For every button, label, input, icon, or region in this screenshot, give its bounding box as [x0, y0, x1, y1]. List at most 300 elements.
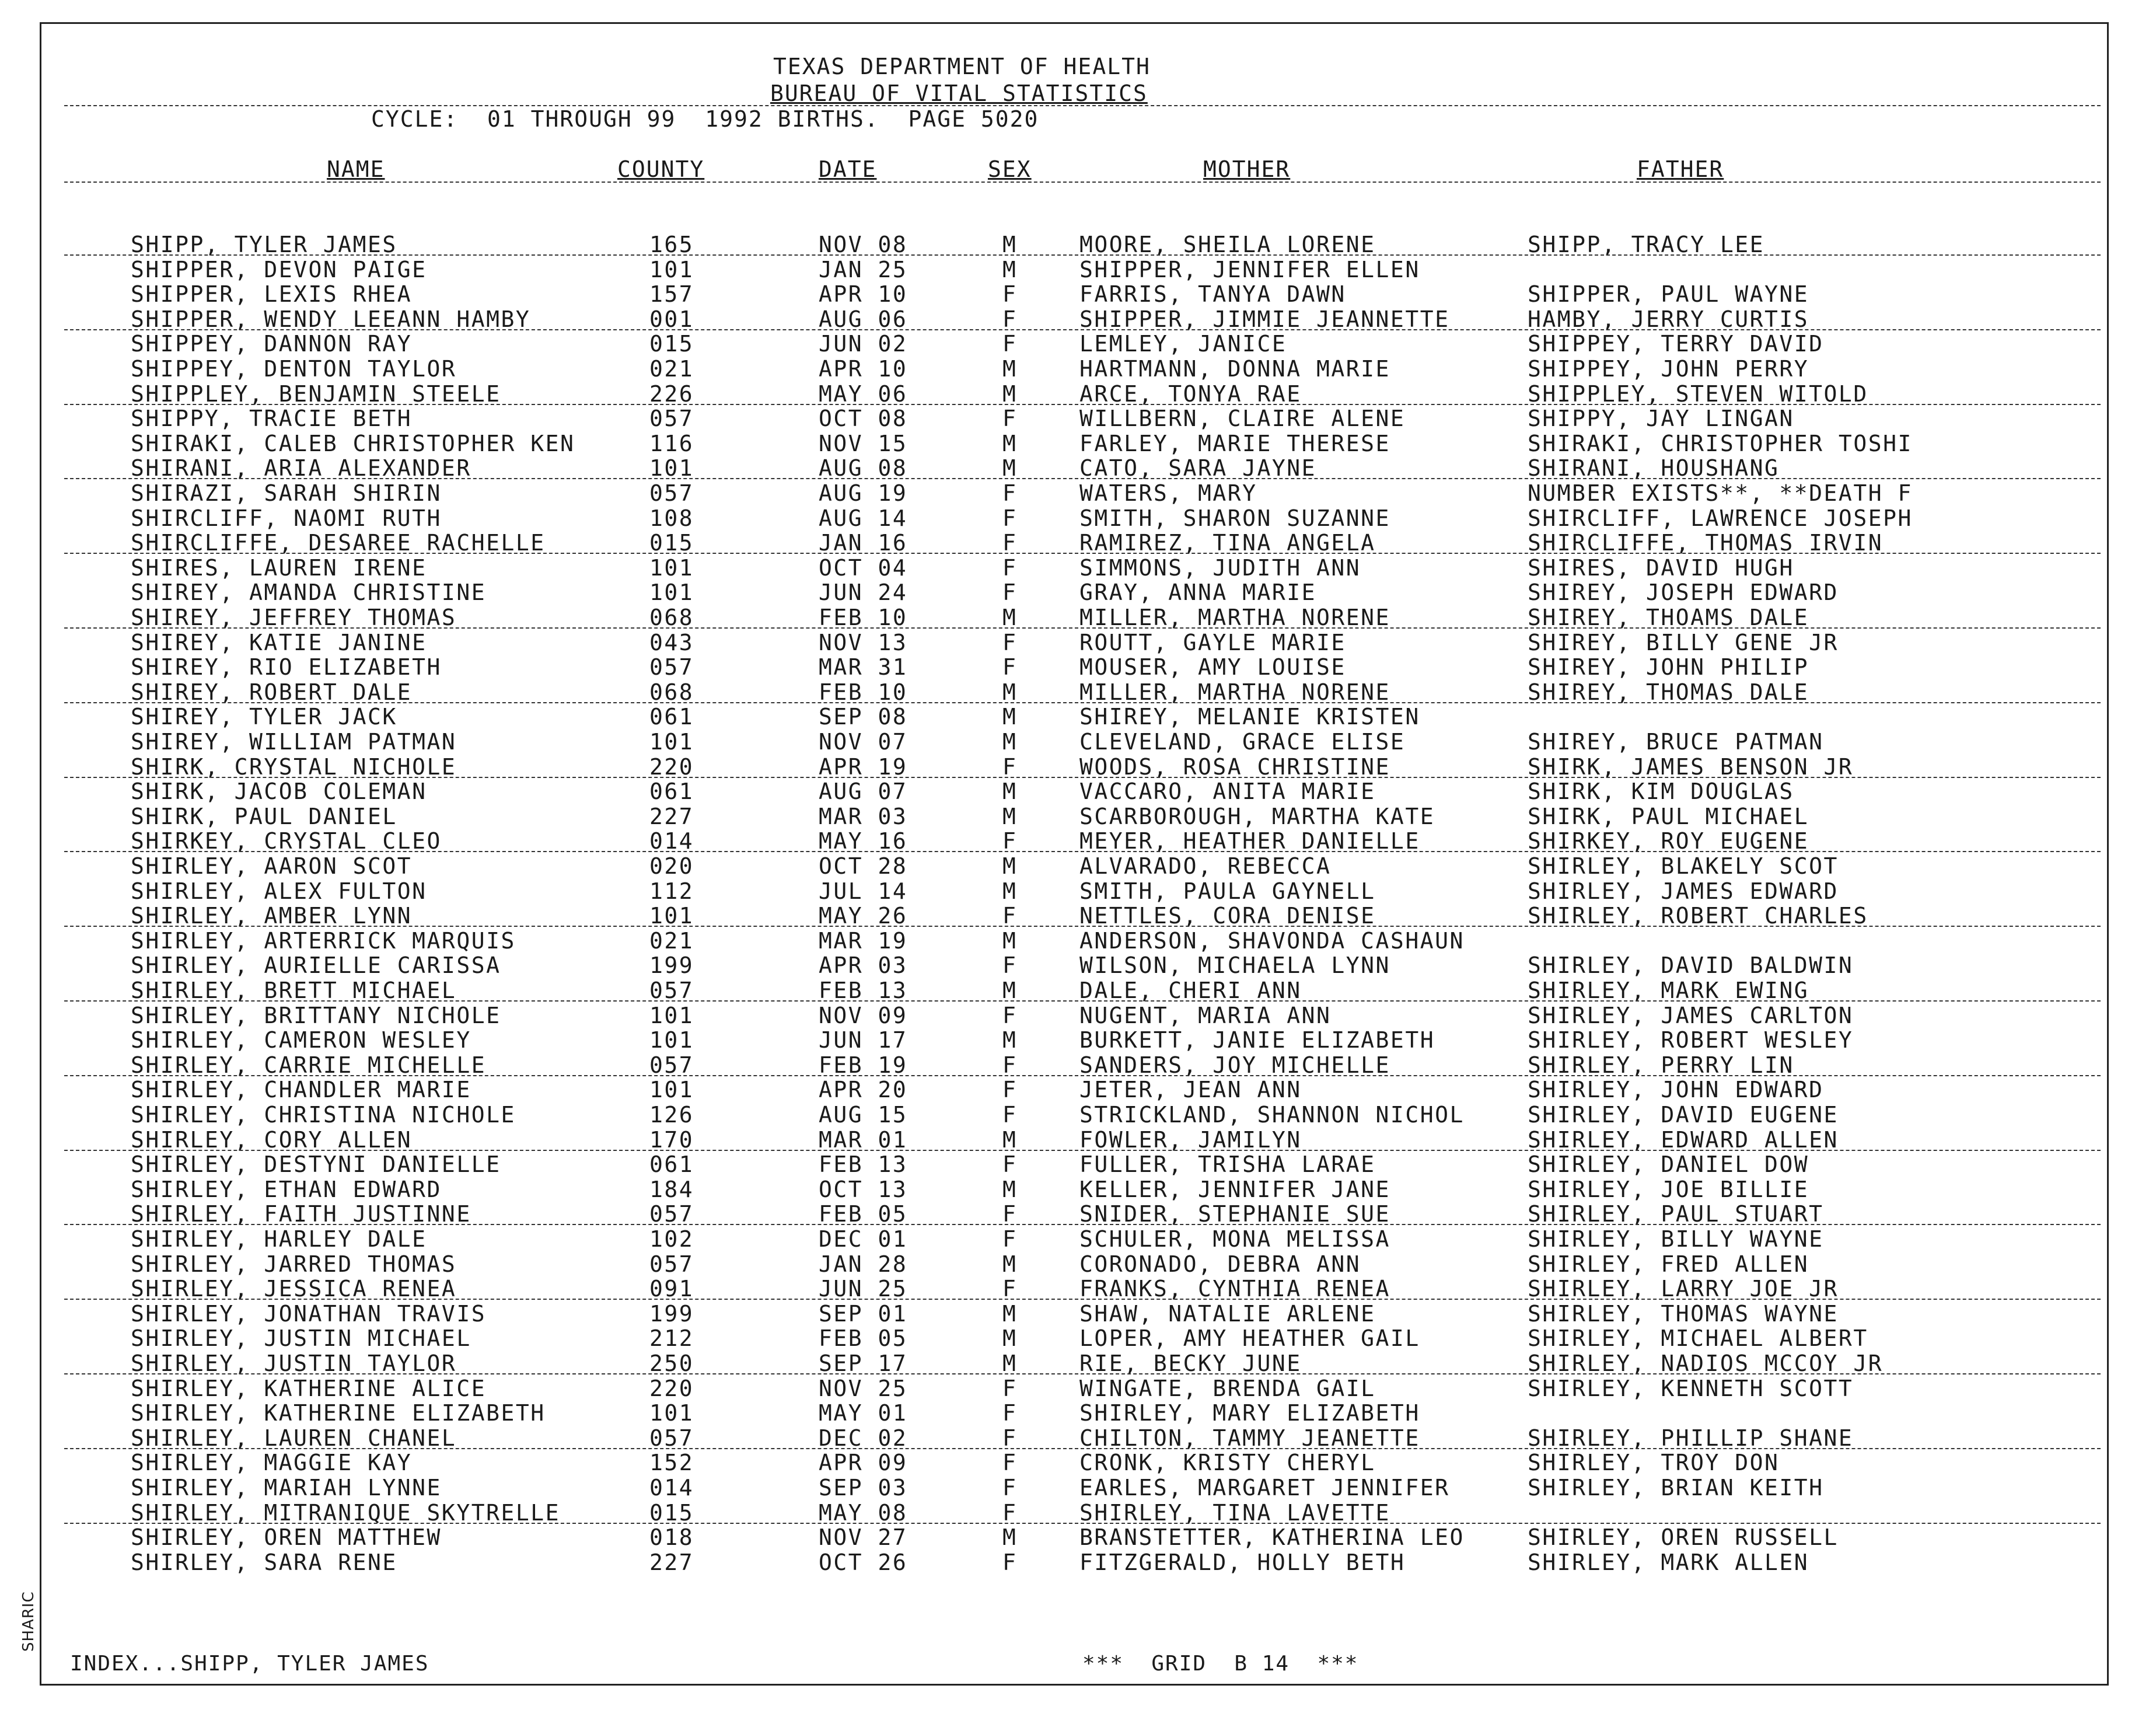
record-county: 015	[649, 331, 694, 357]
record-mother: SHAW, NATALIE ARLENE	[1079, 1300, 1376, 1327]
record-father: SHIRLEY, NADIOS MCCOY JR	[1528, 1351, 1884, 1376]
record-name: SHIRLEY, JUSTIN TAYLOR	[131, 1351, 457, 1376]
record-sex: M	[1002, 356, 1018, 382]
record-name: SHIRLEY, BRETT MICHAEL	[131, 978, 457, 1003]
record-row	[0, 953, 2156, 978]
row-underline	[64, 1224, 2101, 1225]
record-father: SHIRLEY, JAMES CARLTON	[1528, 1002, 1854, 1028]
record-row	[0, 655, 2156, 680]
record-sex: M	[1002, 1027, 1018, 1053]
record-father: SHIRLEY, DAVID BALDWIN	[1528, 953, 1854, 979]
record-row	[0, 257, 2156, 282]
record-row	[0, 1152, 2156, 1177]
record-county: 014	[649, 1475, 694, 1501]
record-date: MAY 16	[819, 828, 908, 854]
row-underline	[64, 254, 2101, 256]
row-underline	[64, 851, 2101, 852]
record-name: SHIRLEY, KATHERINE ALICE	[131, 1375, 487, 1401]
record-county: 061	[649, 704, 694, 730]
record-name: SHIRLEY, ALEX FULTON	[131, 878, 427, 904]
record-father: SHIRLEY, FRED ALLEN	[1528, 1251, 1809, 1277]
record-county: 001	[649, 306, 694, 332]
record-row	[0, 232, 2156, 257]
row-underline	[64, 1523, 2101, 1524]
record-row	[0, 1028, 2156, 1053]
row-underline	[64, 702, 2101, 703]
record-county: 101	[649, 1002, 694, 1028]
row-underline	[64, 627, 2101, 629]
record-date: FEB 10	[819, 679, 908, 705]
row-underline	[64, 926, 2101, 927]
record-sex: M	[1002, 430, 1018, 456]
record-county: 015	[649, 530, 694, 556]
record-date: FEB 19	[819, 1052, 908, 1078]
record-mother: FITZGERALD, HOLLY BETH	[1079, 1549, 1406, 1575]
record-row	[0, 605, 2156, 630]
record-date: JUN 24	[819, 580, 908, 606]
record-county: 199	[649, 1300, 694, 1327]
record-row	[0, 929, 2156, 954]
record-date: MAY 06	[819, 381, 908, 407]
record-date: APR 03	[819, 953, 908, 979]
record-date: AUG 15	[819, 1102, 908, 1128]
record-row	[0, 1103, 2156, 1128]
record-mother: SHIPPER, JIMMIE JEANNETTE	[1079, 306, 1450, 332]
record-row	[0, 1302, 2156, 1327]
record-row	[0, 1276, 2156, 1302]
record-name: SHIRLEY, CHANDLER MARIE	[131, 1077, 471, 1103]
record-mother: VACCARO, ANITA MARIE	[1079, 779, 1376, 805]
record-name: SHIRLEY, ETHAN EDWARD	[131, 1176, 442, 1202]
record-county: 102	[649, 1226, 694, 1252]
record-name: SHIPPY, TRACIE BETH	[131, 406, 413, 432]
record-mother: SHIPPER, JENNIFER ELLEN	[1079, 256, 1420, 282]
record-mother: NETTLES, CORA DENISE	[1079, 903, 1376, 929]
record-row	[0, 1252, 2156, 1277]
record-date: OCT 08	[819, 406, 908, 432]
record-date: MAY 08	[819, 1499, 908, 1526]
record-father: SHIRLEY, LARRY JOE JR	[1528, 1276, 1839, 1302]
record-father: SHIRLEY, JOE BILLIE	[1528, 1176, 1809, 1202]
column-header-date: DATE	[819, 156, 877, 182]
record-name: SHIRLEY, AURIELLE CARISSA	[131, 953, 501, 979]
record-name: SHIRLEY, CARRIE MICHELLE	[131, 1052, 487, 1078]
record-name: SHIRLEY, JARRED THOMAS	[131, 1251, 457, 1277]
record-row	[0, 1401, 2156, 1426]
record-sex: M	[1002, 1251, 1018, 1277]
record-name: SHIREY, ROBERT DALE	[131, 679, 413, 705]
record-mother: CHILTON, TAMMY JEANETTE	[1079, 1425, 1420, 1451]
record-father: SHIRLEY, DAVID EUGENE	[1528, 1102, 1839, 1128]
record-mother: SMITH, PAULA GAYNELL	[1079, 878, 1376, 904]
record-mother: WILSON, MICHAELA LYNN	[1079, 953, 1390, 979]
record-sex: M	[1002, 878, 1018, 904]
record-row	[0, 580, 2156, 605]
row-underline	[64, 404, 2101, 405]
record-sex: F	[1002, 530, 1018, 556]
record-row	[0, 978, 2156, 1003]
column-header-mother: MOTHER	[1203, 156, 1291, 182]
record-row	[0, 382, 2156, 407]
side-label: SHARIC	[20, 1591, 37, 1652]
record-sex: M	[1002, 1126, 1018, 1153]
record-county: 227	[649, 1549, 694, 1575]
record-sex: M	[1002, 1524, 1018, 1551]
record-county: 057	[649, 406, 694, 432]
record-date: NOV 13	[819, 629, 908, 655]
record-mother: CORONADO, DEBRA ANN	[1079, 1251, 1361, 1277]
record-county: 014	[649, 828, 694, 854]
record-mother: NUGENT, MARIA ANN	[1079, 1002, 1332, 1028]
record-name: SHIRES, LAUREN IRENE	[131, 554, 427, 581]
column-divider	[64, 182, 2101, 183]
record-county: 091	[649, 1276, 694, 1302]
cycle-line: CYCLE: 01 THROUGH 99 1992 BIRTHS. PAGE 5020	[371, 106, 1039, 132]
record-county: 057	[649, 480, 694, 506]
record-county: 212	[649, 1325, 694, 1352]
record-father: SHIRLEY, OREN RUSSELL	[1528, 1524, 1839, 1551]
record-name: SHIRLEY, CORY ALLEN	[131, 1126, 413, 1153]
record-date: NOV 08	[819, 232, 908, 257]
record-father: SHIRES, DAVID HUGH	[1528, 554, 1794, 581]
record-county: 184	[649, 1176, 694, 1202]
record-date: APR 10	[819, 281, 908, 308]
record-mother: MEYER, HEATHER DANIELLE	[1079, 828, 1420, 854]
record-date: SEP 08	[819, 704, 908, 730]
record-date: FEB 13	[819, 1152, 908, 1178]
record-county: 101	[649, 1077, 694, 1103]
record-sex: F	[1002, 654, 1018, 681]
record-father: SHIPP, TRACY LEE	[1528, 232, 1765, 257]
record-name: SHIRLEY, MITRANIQUE SKYTRELLE	[131, 1499, 560, 1526]
column-header-county: COUNTY	[617, 156, 705, 182]
record-sex: F	[1002, 505, 1018, 531]
record-row	[0, 431, 2156, 456]
record-name: SHIRLEY, BRITTANY NICHOLE	[131, 1002, 501, 1028]
record-sex: F	[1002, 1152, 1018, 1178]
record-father: SHIPPEY, TERRY DAVID	[1528, 331, 1824, 357]
record-name: SHIRK, CRYSTAL NICHOLE	[131, 753, 457, 780]
record-sex: F	[1002, 953, 1018, 979]
row-underline	[64, 1075, 2101, 1076]
record-name: SHIRLEY, JESSICA RENEA	[131, 1276, 457, 1302]
record-sex: F	[1002, 406, 1018, 432]
record-mother: BURKETT, JANIE ELIZABETH	[1079, 1027, 1435, 1053]
record-sex: M	[1002, 605, 1018, 630]
record-date: JAN 16	[819, 530, 908, 556]
record-mother: FARLEY, MARIE THERESE	[1079, 430, 1390, 456]
row-underline	[64, 329, 2101, 330]
record-father: SHIRLEY, EDWARD ALLEN	[1528, 1126, 1839, 1153]
record-sex: M	[1002, 256, 1018, 282]
record-sex: M	[1002, 853, 1018, 879]
record-name: SHIRK, JACOB COLEMAN	[131, 779, 427, 805]
record-date: AUG 08	[819, 455, 908, 482]
record-date: JUL 14	[819, 878, 908, 904]
record-sex: M	[1002, 1351, 1018, 1376]
record-county: 112	[649, 878, 694, 904]
record-name: SHIRLEY, SARA RENE	[131, 1549, 397, 1575]
record-county: 068	[649, 605, 694, 630]
record-county: 108	[649, 505, 694, 531]
record-county: 101	[649, 554, 694, 581]
record-county: 116	[649, 430, 694, 456]
record-mother: SNIDER, STEPHANIE SUE	[1079, 1201, 1390, 1227]
record-county: 101	[649, 256, 694, 282]
record-row	[0, 730, 2156, 755]
record-mother: LOPER, AMY HEATHER GAIL	[1079, 1325, 1420, 1352]
record-county: 101	[649, 729, 694, 755]
record-date: MAR 03	[819, 803, 908, 829]
record-name: SHIREY, TYLER JACK	[131, 704, 397, 730]
record-sex: F	[1002, 281, 1018, 308]
record-row	[0, 1426, 2156, 1451]
record-date: OCT 13	[819, 1176, 908, 1202]
record-sex: M	[1002, 1300, 1018, 1327]
record-father: HAMBY, JERRY CURTIS	[1528, 306, 1809, 332]
record-father: SHIRLEY, MARK ALLEN	[1528, 1549, 1809, 1575]
record-name: SHIRLEY, MARIAH LYNNE	[131, 1475, 442, 1501]
footer-index: INDEX...SHIPP, TYLER JAMES	[70, 1652, 429, 1676]
record-county: 021	[649, 356, 694, 382]
record-sex: M	[1002, 779, 1018, 805]
record-row	[0, 779, 2156, 804]
record-date: AUG 19	[819, 480, 908, 506]
record-county: 170	[649, 1126, 694, 1153]
record-county: 227	[649, 803, 694, 829]
record-mother: CRONK, KRISTY CHERYL	[1079, 1450, 1376, 1476]
record-sex: F	[1002, 629, 1018, 655]
record-row	[0, 406, 2156, 431]
record-row	[0, 829, 2156, 854]
record-name: SHIPPLEY, BENJAMIN STEELE	[131, 381, 501, 407]
record-county: 157	[649, 281, 694, 308]
record-sex: M	[1002, 455, 1018, 482]
record-mother: MOUSER, AMY LOUISE	[1079, 654, 1346, 681]
record-date: JUN 25	[819, 1276, 908, 1302]
record-sex: F	[1002, 1475, 1018, 1501]
record-mother: SMITH, SHARON SUZANNE	[1079, 505, 1390, 531]
record-row	[0, 1077, 2156, 1103]
record-county: 057	[649, 654, 694, 681]
record-date: DEC 02	[819, 1425, 908, 1451]
record-sex: M	[1002, 729, 1018, 755]
record-row	[0, 531, 2156, 556]
record-row	[0, 332, 2156, 357]
record-date: APR 20	[819, 1077, 908, 1103]
record-county: 021	[649, 927, 694, 954]
record-name: SHIPPER, WENDY LEEANN HAMBY	[131, 306, 531, 332]
record-date: OCT 04	[819, 554, 908, 581]
record-county: 061	[649, 1152, 694, 1178]
record-county: 199	[649, 953, 694, 979]
record-father: SHIRK, JAMES BENSON JR	[1528, 753, 1854, 780]
record-row	[0, 1003, 2156, 1028]
record-mother: SIMMONS, JUDITH ANN	[1079, 554, 1361, 581]
footer-grid: *** GRID B 14 ***	[1082, 1652, 1359, 1676]
record-date: MAR 31	[819, 654, 908, 681]
record-date: MAY 01	[819, 1400, 908, 1426]
record-row	[0, 704, 2156, 730]
record-name: SHIRLEY, CHRISTINA NICHOLE	[131, 1102, 516, 1128]
record-father: SHIRLEY, BILLY WAYNE	[1528, 1226, 1824, 1252]
record-row	[0, 1376, 2156, 1401]
record-county: 043	[649, 629, 694, 655]
record-row	[0, 1128, 2156, 1153]
record-date: NOV 25	[819, 1375, 908, 1401]
record-date: MAY 26	[819, 903, 908, 929]
record-name: SHIRLEY, HARLEY DALE	[131, 1226, 427, 1252]
record-father: SHIRLEY, DANIEL DOW	[1528, 1152, 1809, 1178]
record-mother: EARLES, MARGARET JENNIFER	[1079, 1475, 1450, 1501]
record-county: 018	[649, 1524, 694, 1551]
record-date: NOV 07	[819, 729, 908, 755]
record-row	[0, 755, 2156, 780]
record-date: FEB 05	[819, 1325, 908, 1352]
record-sex: F	[1002, 1102, 1018, 1128]
record-father: SHIRCLIFF, LAWRENCE JOSEPH	[1528, 505, 1913, 531]
row-underline	[64, 1299, 2101, 1300]
record-row	[0, 1177, 2156, 1202]
record-county: 101	[649, 580, 694, 606]
record-date: SEP 17	[819, 1351, 908, 1376]
record-row	[0, 1525, 2156, 1550]
record-date: APR 09	[819, 1450, 908, 1476]
row-underline	[64, 553, 2101, 554]
record-father: NUMBER EXISTS**, **DEATH F	[1528, 480, 1913, 506]
record-father: SHIREY, BRUCE PATMAN	[1528, 729, 1824, 755]
record-date: AUG 06	[819, 306, 908, 332]
record-father: SHIREY, BILLY GENE JR	[1528, 629, 1839, 655]
record-father: SHIREY, JOHN PHILIP	[1528, 654, 1809, 681]
record-row	[0, 1450, 2156, 1475]
record-sex: M	[1002, 978, 1018, 1003]
row-underline	[64, 478, 2101, 479]
record-row	[0, 903, 2156, 929]
record-sex: M	[1002, 679, 1018, 705]
record-mother: DALE, CHERI ANN	[1079, 978, 1302, 1003]
record-sex: F	[1002, 1375, 1018, 1401]
record-sex: F	[1002, 1499, 1018, 1526]
record-name: SHIPPEY, DANNON RAY	[131, 331, 413, 357]
record-name: SHIRCLIFF, NAOMI RUTH	[131, 505, 442, 531]
row-underline	[64, 1150, 2101, 1151]
record-father: SHIRLEY, ROBERT WESLEY	[1528, 1027, 1854, 1053]
record-date: AUG 14	[819, 505, 908, 531]
record-name: SHIRAKI, CALEB CHRISTOPHER KEN	[131, 430, 575, 456]
record-county: 101	[649, 455, 694, 482]
record-date: FEB 05	[819, 1201, 908, 1227]
record-county: 068	[649, 679, 694, 705]
record-father: SHIRLEY, PERRY LIN	[1528, 1052, 1794, 1078]
record-county: 057	[649, 1052, 694, 1078]
record-mother: WATERS, MARY	[1079, 480, 1257, 506]
record-sex: M	[1002, 1325, 1018, 1352]
record-mother: MOORE, SHEILA LORENE	[1079, 232, 1376, 257]
record-county: 015	[649, 1499, 694, 1526]
record-mother: SHIRLEY, TINA LAVETTE	[1079, 1499, 1390, 1526]
record-sex: F	[1002, 1201, 1018, 1227]
record-mother: KELLER, JENNIFER JANE	[1079, 1176, 1390, 1202]
record-father: SHIRLEY, KENNETH SCOTT	[1528, 1375, 1854, 1401]
record-sex: F	[1002, 753, 1018, 780]
record-sex: F	[1002, 480, 1018, 506]
record-date: APR 10	[819, 356, 908, 382]
record-county: 220	[649, 753, 694, 780]
record-name: SHIPPER, DEVON PAIGE	[131, 256, 427, 282]
record-row	[0, 1475, 2156, 1501]
record-father: SHIRLEY, JAMES EDWARD	[1528, 878, 1839, 904]
record-name: SHIPPEY, DENTON TAYLOR	[131, 356, 457, 382]
record-mother: ANDERSON, SHAVONDA CASHAUN	[1079, 927, 1465, 954]
record-sex: M	[1002, 232, 1018, 257]
record-county: 101	[649, 903, 694, 929]
record-date: MAR 19	[819, 927, 908, 954]
record-name: SHIRLEY, OREN MATTHEW	[131, 1524, 442, 1551]
row-underline	[64, 1000, 2101, 1002]
header-title: TEXAS DEPARTMENT OF HEALTH	[773, 54, 1151, 79]
record-sex: M	[1002, 381, 1018, 407]
column-header-name: NAME	[327, 156, 385, 182]
record-date: SEP 01	[819, 1300, 908, 1327]
record-sex: F	[1002, 1002, 1018, 1028]
record-name: SHIREY, WILLIAM PATMAN	[131, 729, 457, 755]
record-sex: F	[1002, 903, 1018, 929]
record-sex: F	[1002, 1549, 1018, 1575]
record-row	[0, 481, 2156, 506]
record-father: SHIRLEY, TROY DON	[1528, 1450, 1780, 1476]
record-father: SHIRLEY, MARK EWING	[1528, 978, 1809, 1003]
record-sex: F	[1002, 1077, 1018, 1103]
record-mother: HARTMANN, DONNA MARIE	[1079, 356, 1390, 382]
record-name: SHIRLEY, CAMERON WESLEY	[131, 1027, 471, 1053]
record-county: 020	[649, 853, 694, 879]
record-row	[0, 630, 2156, 655]
column-header-sex: SEX	[988, 156, 1032, 182]
record-mother: CLEVELAND, GRACE ELISE	[1079, 729, 1406, 755]
record-name: SHIRLEY, JONATHAN TRAVIS	[131, 1300, 487, 1327]
record-mother: BRANSTETTER, KATHERINA LEO	[1079, 1524, 1465, 1551]
record-row	[0, 506, 2156, 531]
record-father: SHIRLEY, PHILLIP SHANE	[1528, 1425, 1854, 1451]
record-row	[0, 456, 2156, 481]
record-date: JUN 17	[819, 1027, 908, 1053]
record-mother: SHIRLEY, MARY ELIZABETH	[1079, 1400, 1420, 1426]
record-date: FEB 13	[819, 978, 908, 1003]
record-name: SHIRCLIFFE, DESAREE RACHELLE	[131, 530, 546, 556]
column-header-father: FATHER	[1637, 156, 1724, 182]
record-date: FEB 10	[819, 605, 908, 630]
record-county: 152	[649, 1450, 694, 1476]
record-father: SHIRKEY, ROY EUGENE	[1528, 828, 1809, 854]
record-father: SHIRAKI, CHRISTOPHER TOSHI	[1528, 430, 1913, 456]
record-father: SHIREY, JOSEPH EDWARD	[1528, 580, 1839, 606]
record-row	[0, 307, 2156, 332]
record-date: AUG 07	[819, 779, 908, 805]
record-father: SHIRANI, HOUSHANG	[1528, 455, 1780, 482]
record-father: SHIRLEY, ROBERT CHARLES	[1528, 903, 1868, 929]
record-name: SHIRANI, ARIA ALEXANDER	[131, 455, 471, 482]
record-date: APR 19	[819, 753, 908, 780]
record-father: SHIRK, PAUL MICHAEL	[1528, 803, 1809, 829]
record-mother: ARCE, TONYA RAE	[1079, 381, 1302, 407]
record-date: JAN 25	[819, 256, 908, 282]
record-name: SHIRLEY, KATHERINE ELIZABETH	[131, 1400, 546, 1426]
record-date: JUN 02	[819, 331, 908, 357]
record-name: SHIRLEY, JUSTIN MICHAEL	[131, 1325, 471, 1352]
record-name: SHIRAZI, SARAH SHIRIN	[131, 480, 442, 506]
record-name: SHIPP, TYLER JAMES	[131, 232, 397, 257]
